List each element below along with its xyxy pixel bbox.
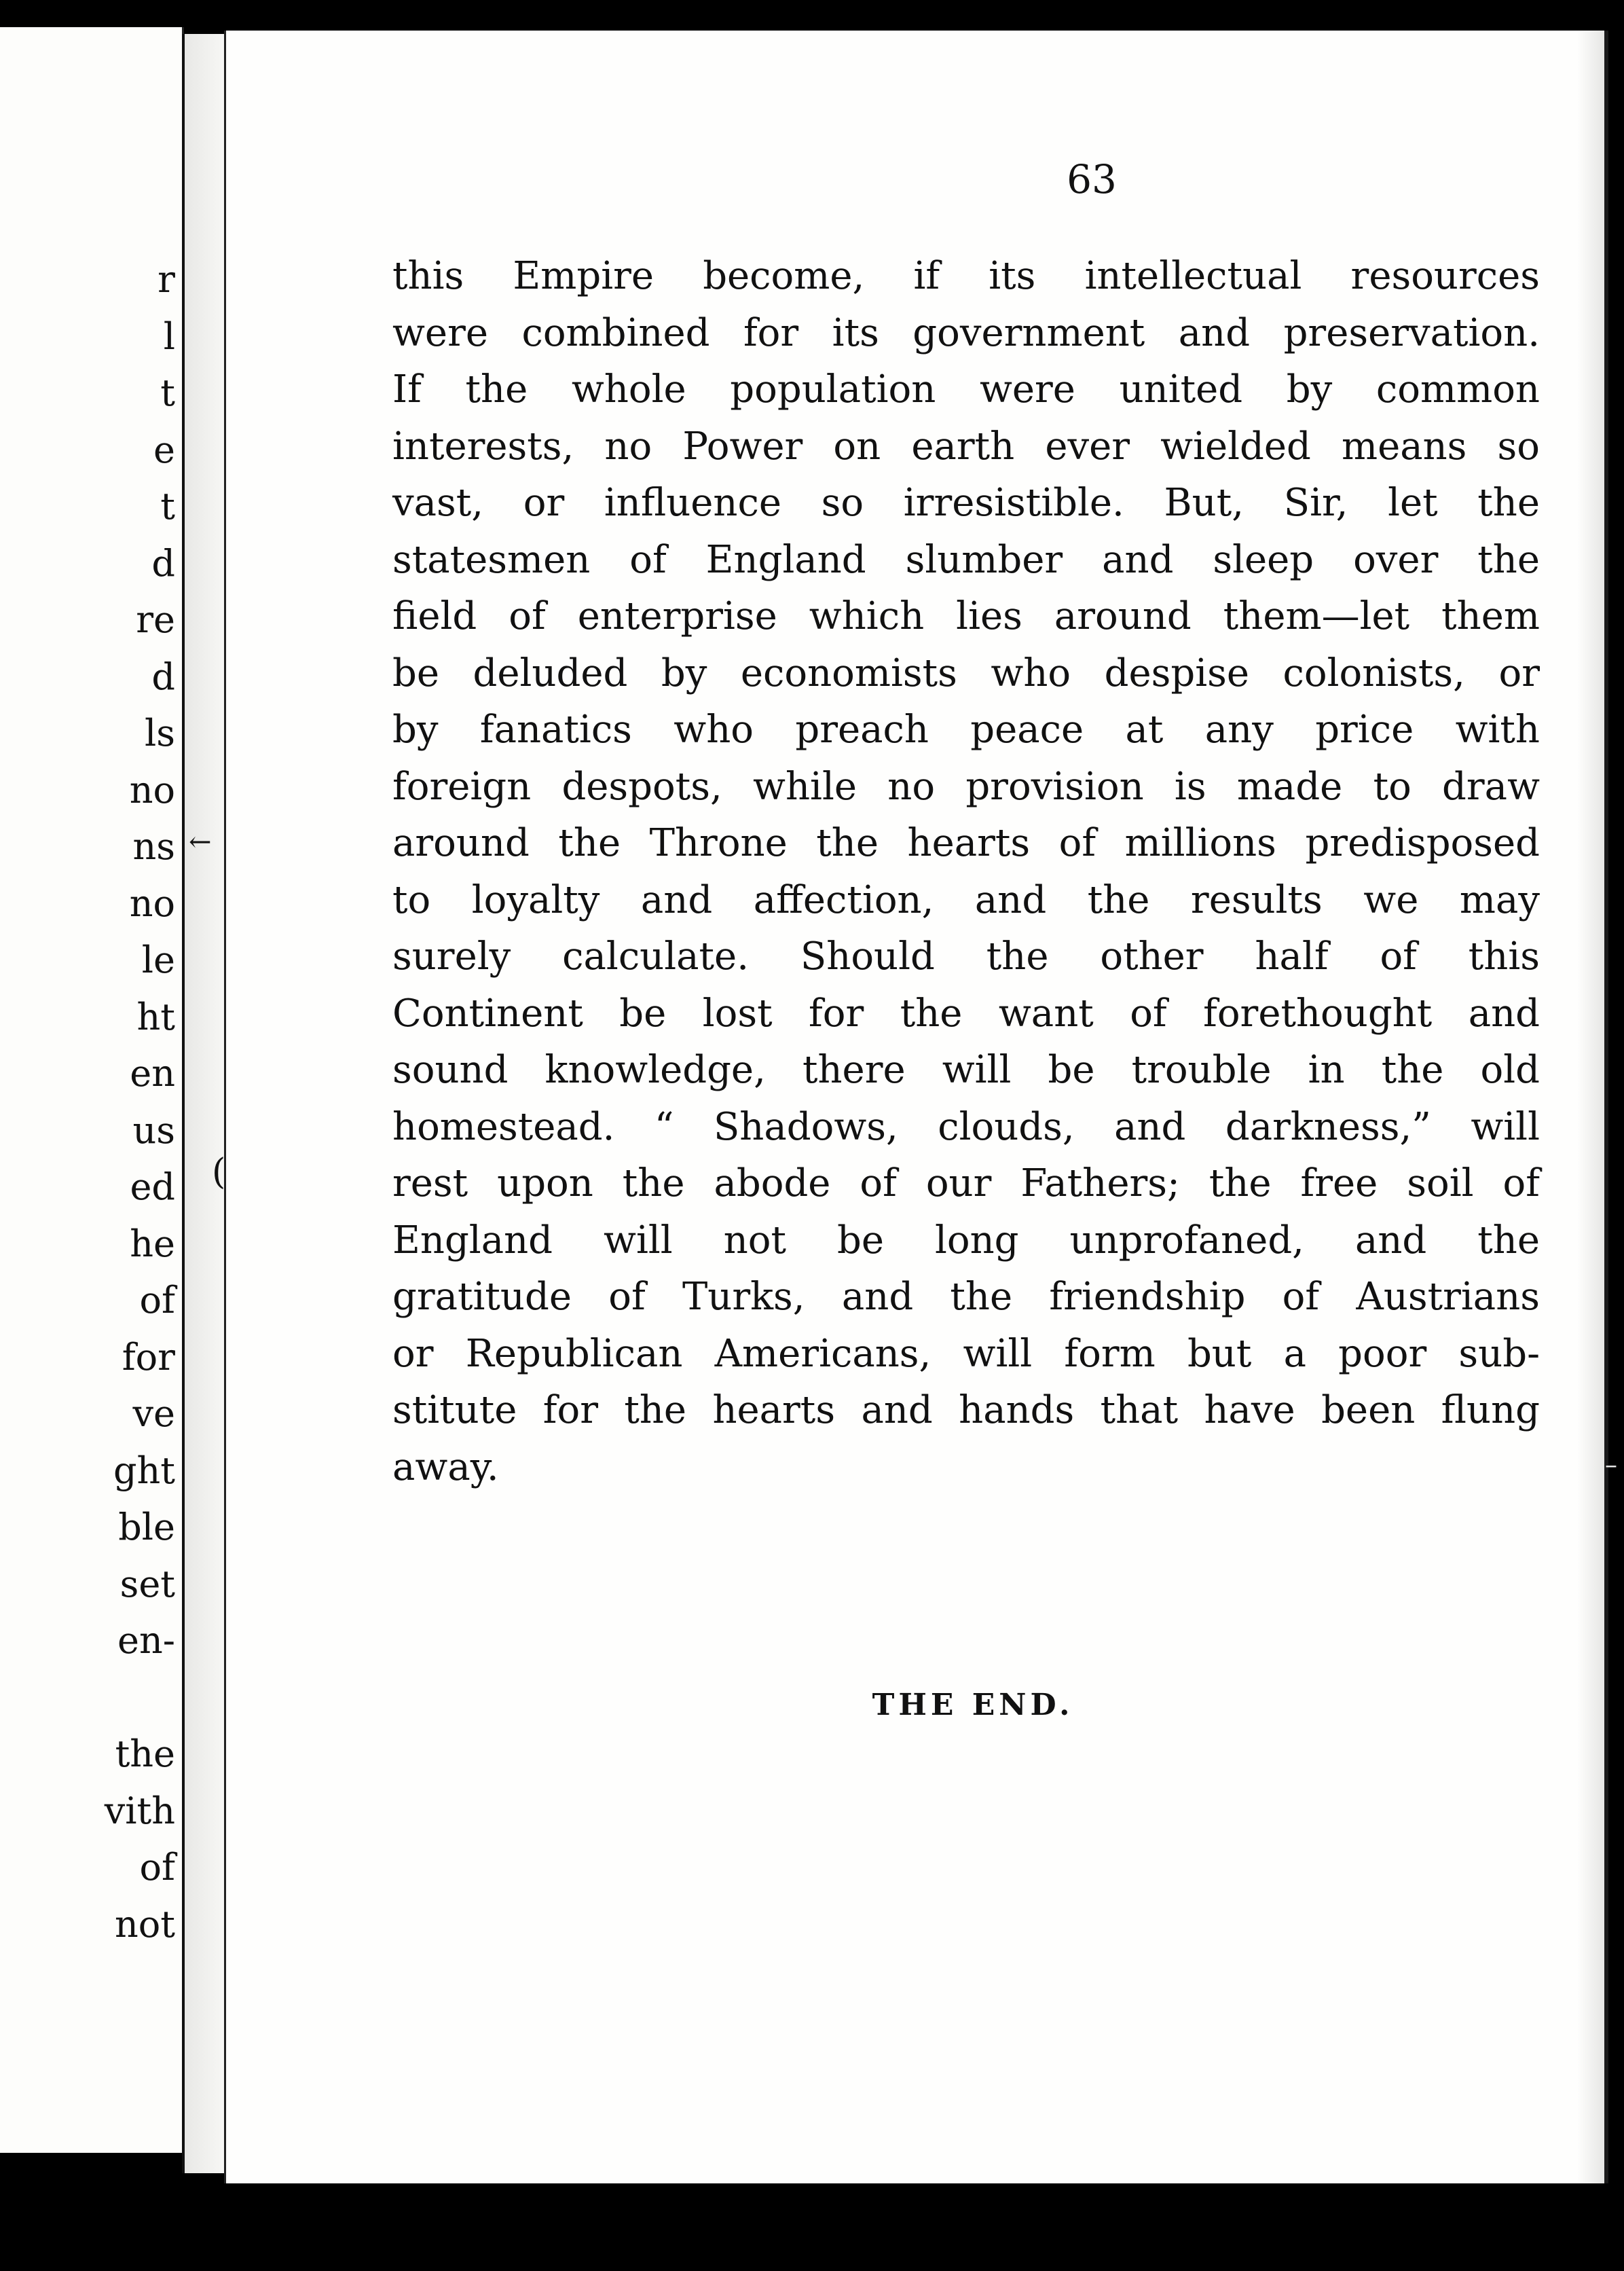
margin-mark-arrow: ← bbox=[189, 826, 212, 858]
text-line: surely calculate. Should the other half of this bbox=[392, 934, 1540, 979]
text-line: stitute for the hearts and hands that have been flung bbox=[392, 1388, 1540, 1432]
facing-page-fragment: t bbox=[160, 371, 175, 414]
closing-text: THE END. bbox=[872, 1688, 1074, 1722]
body-text bbox=[392, 248, 1540, 1495]
page-edge-shadow bbox=[1577, 31, 1604, 2183]
text-line: away. bbox=[392, 1445, 499, 1489]
facing-page-fragment: set bbox=[119, 1562, 175, 1605]
facing-page-fragment: ble bbox=[118, 1506, 175, 1548]
text-line: be deluded by economists who despise colonists, or bbox=[392, 651, 1540, 695]
facing-page-fragment: the bbox=[115, 1732, 175, 1775]
text-line: around the Throne the hearts of millions predisposed bbox=[392, 821, 1540, 865]
facing-page-fragment: for bbox=[122, 1335, 175, 1379]
book-page bbox=[224, 31, 1608, 2183]
facing-page-fragment: ls bbox=[145, 712, 175, 755]
text-line: If the whole population were united by common bbox=[392, 367, 1540, 412]
facing-page-fragment: no bbox=[129, 768, 175, 812]
facing-page-fragment: no bbox=[129, 882, 175, 925]
facing-page bbox=[0, 27, 184, 2153]
text-line: rest upon the abode of our Fathers; the free soil of bbox=[392, 1161, 1540, 1205]
facing-page-fragment: re bbox=[136, 598, 175, 641]
text-line: vast, or influence so irresistible. But, Sir, let the bbox=[392, 481, 1540, 525]
text-line: statesmen of England slumber and sleep over the bbox=[392, 537, 1540, 582]
facing-page-fragment: ed bbox=[130, 1165, 175, 1208]
text-line: or Republican Americans, will form but a poor sub- bbox=[392, 1331, 1540, 1376]
facing-page-fragment: us bbox=[132, 1108, 175, 1152]
text-line: interests, no Power on earth ever wielded means so bbox=[392, 424, 1540, 469]
text-line: foreign despots, while no provision is made to draw bbox=[392, 764, 1540, 809]
margin-mark-bracket: ( bbox=[212, 1152, 226, 1193]
text-line: field of enterprise which lies around them—let them bbox=[392, 594, 1540, 638]
page-number: 63 bbox=[1067, 156, 1117, 202]
facing-page-fragment: not bbox=[115, 1902, 175, 1946]
facing-page-fragment: of bbox=[139, 1846, 175, 1889]
facing-page-fragment: e bbox=[153, 428, 175, 471]
text-line: were combined for its government and preservation. bbox=[392, 310, 1540, 355]
text-line: homestead. “ Shadows, clouds, and darkness,” will bbox=[392, 1104, 1540, 1149]
facing-page-fragment: ns bbox=[132, 825, 175, 868]
facing-page-fragment: d bbox=[151, 655, 175, 698]
text-line: Continent be lost for the want of forethought and bbox=[392, 991, 1540, 1036]
facing-page-fragment: vith bbox=[104, 1789, 175, 1832]
facing-page-fragment: ve bbox=[132, 1392, 175, 1435]
text-line: England will not be long unprofaned, and the bbox=[392, 1218, 1540, 1262]
facing-page-fragment: en bbox=[130, 1052, 175, 1095]
facing-page-fragment: l bbox=[163, 314, 175, 358]
text-line: by fanatics who preach peace at any price with bbox=[392, 708, 1540, 752]
margin-mark-dash: – bbox=[1605, 1451, 1617, 1479]
facing-page-fragment: le bbox=[141, 939, 175, 981]
facing-page-fragment: en- bbox=[117, 1619, 175, 1662]
text-line: this Empire become, if its intellectual resources bbox=[392, 254, 1540, 298]
facing-page-fragment: ht bbox=[136, 995, 175, 1038]
facing-page-text bbox=[0, 27, 182, 2153]
facing-page-fragment: he bbox=[130, 1222, 175, 1265]
facing-page-fragment: t bbox=[160, 485, 175, 528]
text-line: gratitude of Turks, and the friendship of Austrians bbox=[392, 1275, 1540, 1319]
facing-page-fragment: r bbox=[158, 258, 175, 301]
facing-page-fragment: ght bbox=[113, 1449, 175, 1492]
text-line: sound knowledge, there will be trouble in the old bbox=[392, 1048, 1540, 1092]
text-line: to loyalty and affection, and the results we may bbox=[392, 877, 1540, 922]
facing-page-fragment: of bbox=[139, 1279, 175, 1322]
facing-page-fragment: d bbox=[151, 541, 175, 585]
